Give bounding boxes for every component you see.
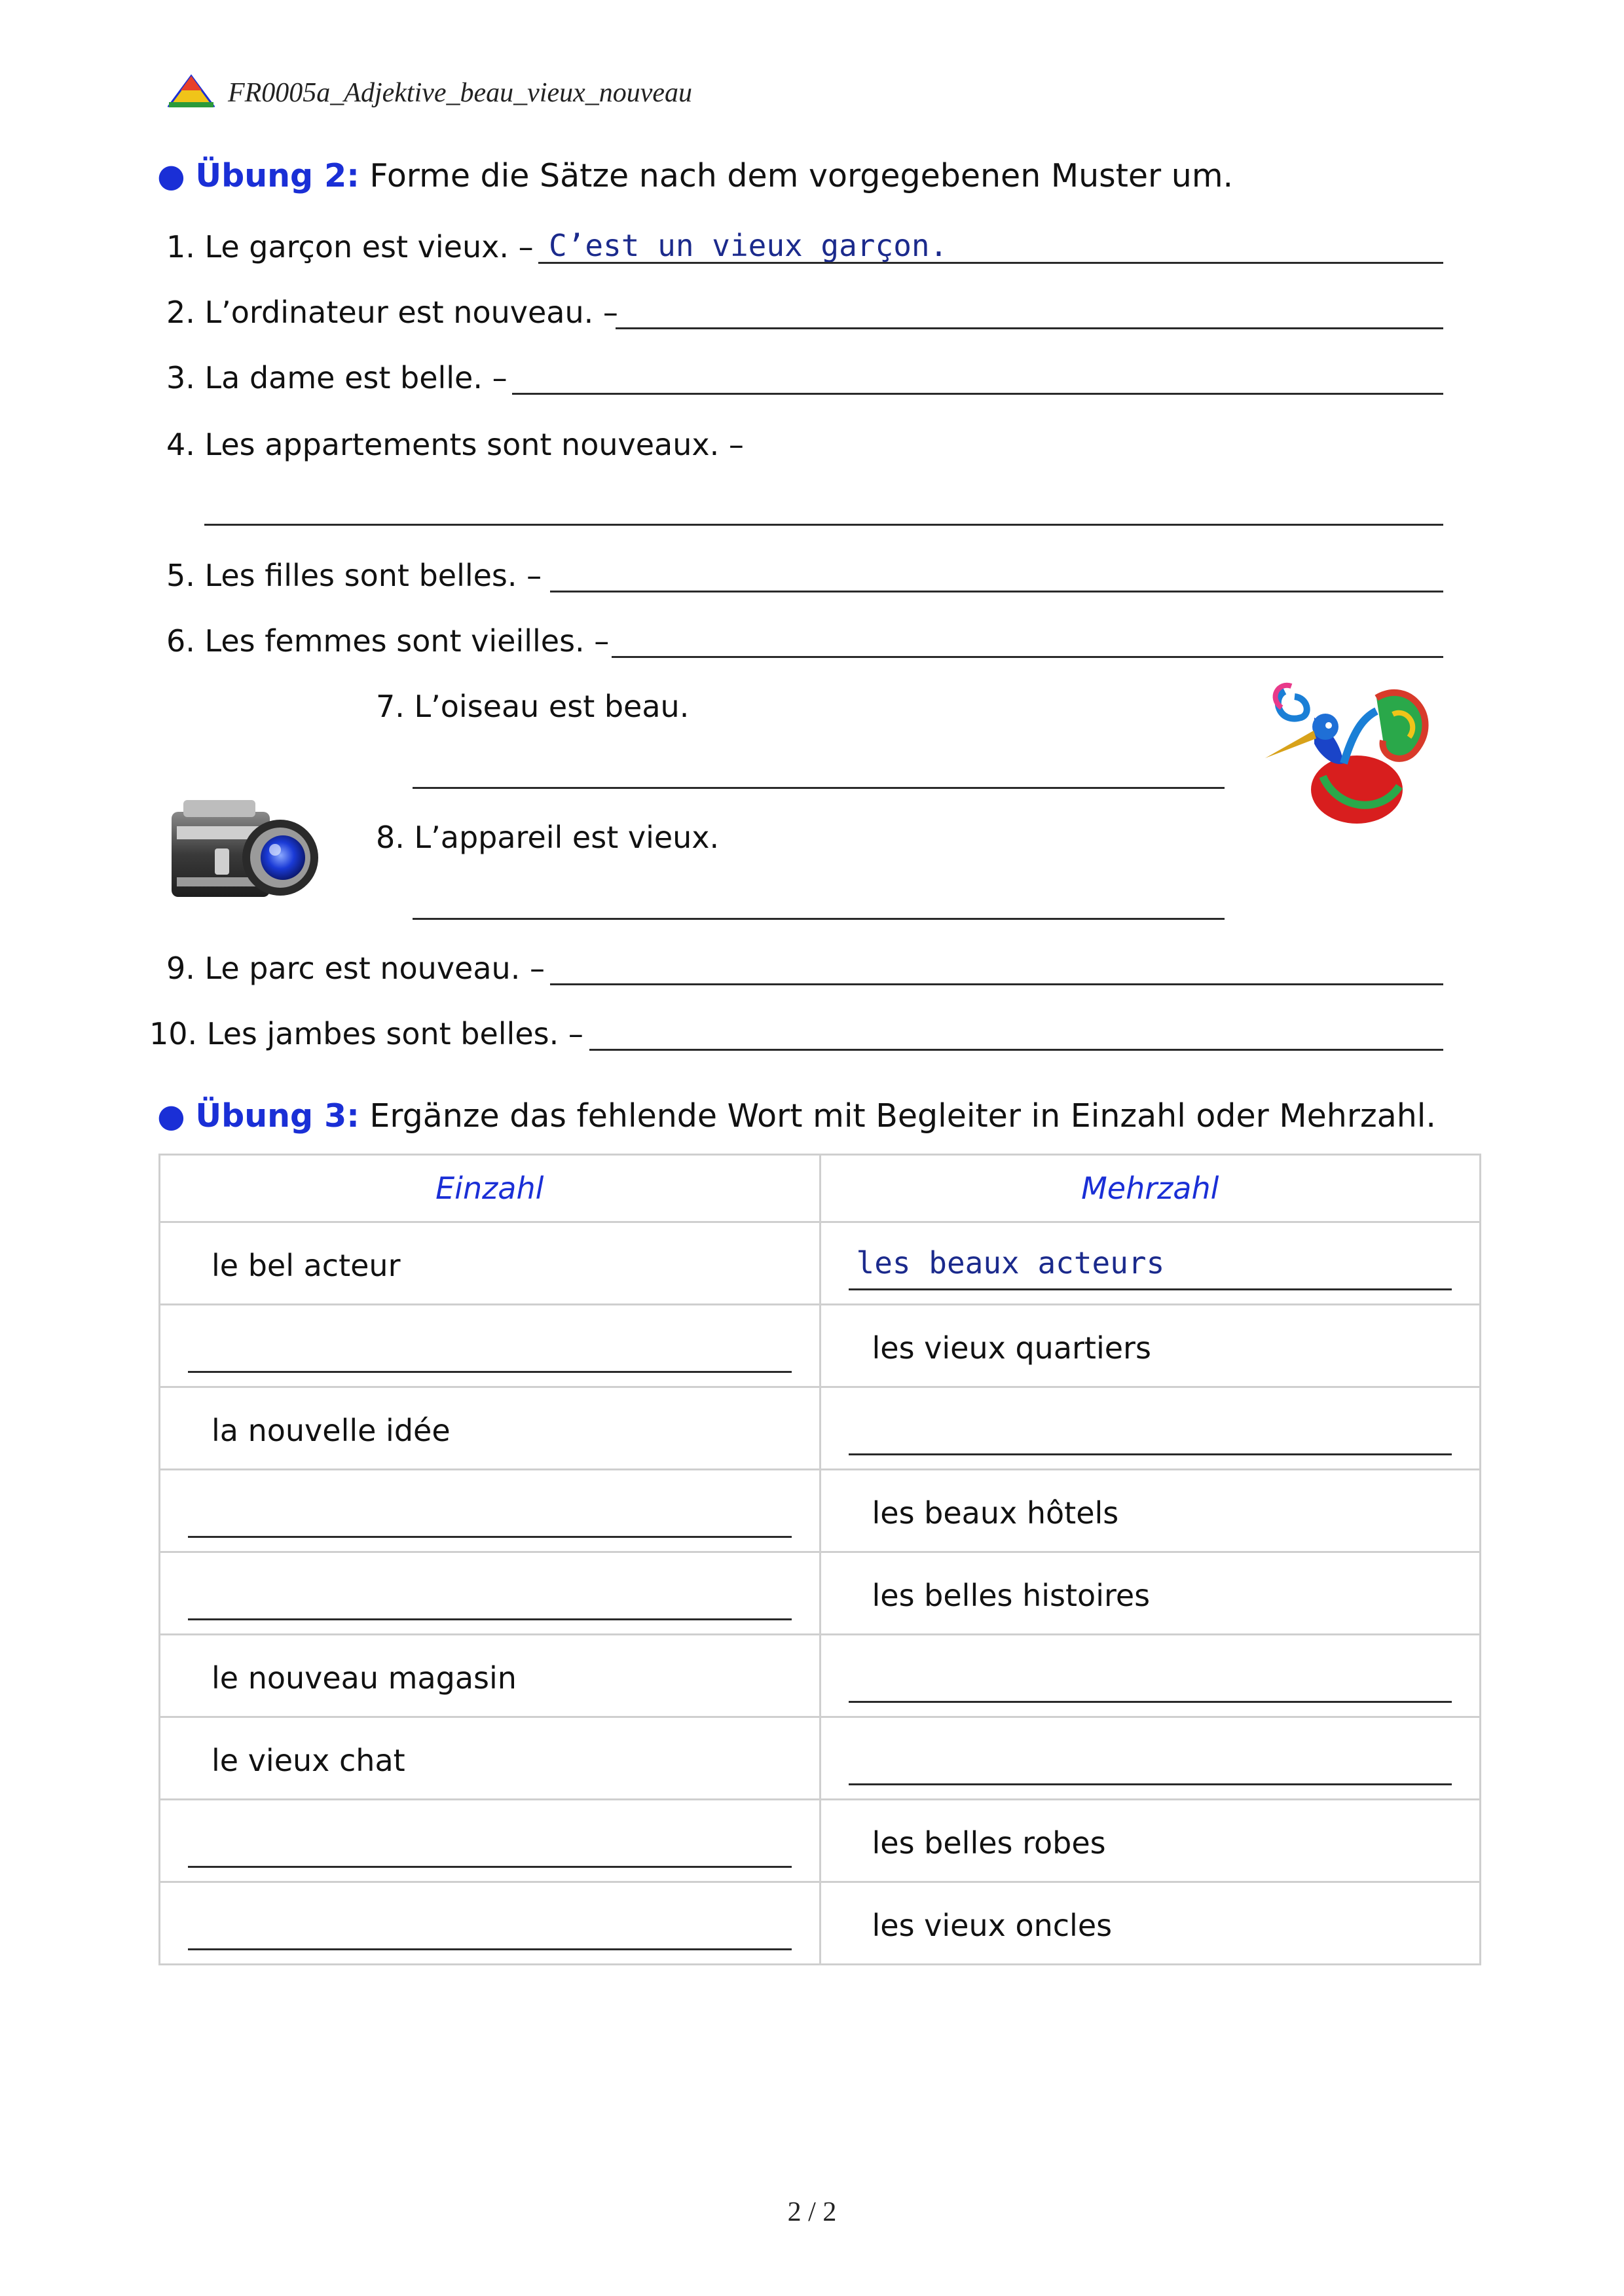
singular-cell [160, 1387, 821, 1470]
plural-cell [820, 1882, 1481, 1965]
item-text: L’ordinateur est nouveau. – [204, 295, 618, 330]
answer-line[interactable] [849, 1288, 1452, 1290]
answer-line-7[interactable] [413, 787, 1225, 789]
answer-line-9[interactable] [550, 983, 1443, 985]
exercise-2-instruction: Forme die Sätze nach dem vorgegebenen Muster um. [369, 157, 1234, 194]
plural-text: les beaux hôtels [872, 1495, 1119, 1531]
table-row [160, 1305, 1481, 1387]
plural-cell[interactable] [820, 1387, 1481, 1470]
exercise-2-item-9 [166, 951, 545, 986]
camera-illustration-icon [164, 786, 325, 910]
column-header-plural: Mehrzahl [820, 1155, 1481, 1222]
item-text: Les jambes sont belles. – [206, 1016, 583, 1051]
table-row [160, 1552, 1481, 1635]
singular-text: le nouveau magasin [212, 1660, 517, 1696]
bird-illustration-icon [1265, 678, 1433, 829]
singular-cell [160, 1635, 821, 1717]
item-number: 2. [166, 295, 195, 330]
exercise-2-item-1 [166, 229, 534, 264]
exercise-2-item-3 [166, 360, 507, 395]
page-number: 2 / 2 [787, 2197, 837, 2227]
item-number: 10. [149, 1016, 198, 1051]
item-number: 4. [166, 427, 195, 462]
answer-line-3[interactable] [512, 393, 1443, 395]
exercise-3-heading [157, 1097, 1436, 1135]
plural-cell [820, 1470, 1481, 1552]
answer-line-4[interactable] [204, 524, 1443, 526]
exercise-2-item-10 [149, 1016, 583, 1051]
plural-text: les vieux quartiers [872, 1330, 1151, 1366]
plural-text: les belles histoires [872, 1578, 1151, 1613]
exercise-2-label: Übung 2: [195, 157, 360, 194]
exercise-2-item-5 [166, 558, 542, 593]
singular-cell [160, 1717, 821, 1800]
exercise-2-item-8 [376, 820, 719, 855]
item-number: 9. [166, 951, 195, 986]
table-row [160, 1387, 1481, 1470]
item-number: 3. [166, 360, 195, 395]
plural-answer: les beaux acteurs [856, 1245, 1165, 1281]
answer-line-5[interactable] [550, 591, 1443, 592]
item-text: L’oiseau est beau. [414, 689, 690, 724]
item-text: Les filles sont belles. – [204, 558, 542, 593]
answer-line[interactable] [188, 1948, 792, 1950]
item-number: 5. [166, 558, 195, 593]
answer-line-6[interactable] [612, 656, 1443, 658]
singular-cell[interactable] [160, 1552, 821, 1635]
document-title: FR0005a_Adjektive_beau_vieux_nouveau [228, 78, 693, 108]
exercise-2-item-7 [376, 689, 689, 724]
plural-cell [820, 1305, 1481, 1387]
item-text: Le garçon est vieux. – [204, 229, 534, 264]
answer-line-2[interactable] [616, 327, 1443, 329]
table-row [160, 1717, 1481, 1800]
table-header-row [160, 1155, 1481, 1222]
exercise-2-item-2 [166, 295, 618, 330]
answer-line-10[interactable] [589, 1049, 1443, 1051]
singular-plural-table [158, 1154, 1481, 1965]
plural-cell[interactable] [820, 1222, 1481, 1305]
exercise-2-item-4 [166, 427, 744, 462]
singular-cell [160, 1222, 821, 1305]
plural-text: les belles robes [872, 1825, 1106, 1861]
singular-cell[interactable] [160, 1882, 821, 1965]
singular-text: le bel acteur [212, 1248, 401, 1283]
item-number: 8. [376, 820, 405, 855]
answer-line-8[interactable] [413, 918, 1225, 920]
column-header-singular: Einzahl [160, 1155, 821, 1222]
plural-cell [820, 1800, 1481, 1882]
answer-line[interactable] [188, 1371, 792, 1373]
table-row [160, 1882, 1481, 1965]
plural-text: les vieux oncles [872, 1908, 1113, 1943]
exercise-2-item-6 [166, 623, 609, 659]
table-row [160, 1222, 1481, 1305]
singular-cell[interactable] [160, 1470, 821, 1552]
plural-cell[interactable] [820, 1717, 1481, 1800]
answer-line[interactable] [188, 1618, 792, 1620]
exercise-2-heading [157, 157, 1233, 194]
answer-line[interactable] [849, 1783, 1452, 1785]
plural-cell [820, 1552, 1481, 1635]
answer-line-1[interactable] [538, 262, 1443, 264]
item-number: 7. [376, 689, 405, 724]
bullet-icon: ● [157, 1097, 185, 1135]
item-text: Les femmes sont vieilles. – [204, 623, 610, 659]
item-1-answer: C’est un vieux garçon. [549, 228, 948, 263]
item-text: La dame est belle. – [204, 360, 507, 395]
pyramid-logo-icon [168, 73, 215, 110]
exercise-3-label: Übung 3: [195, 1097, 360, 1135]
item-number: 1. [166, 229, 195, 264]
singular-cell[interactable] [160, 1800, 821, 1882]
table-row [160, 1800, 1481, 1882]
singular-cell[interactable] [160, 1305, 821, 1387]
answer-line[interactable] [188, 1866, 792, 1868]
exercise-3-instruction: Ergänze das fehlende Wort mit Begleiter in Einzahl oder Mehrzahl. [369, 1097, 1436, 1135]
item-number: 6. [166, 623, 195, 659]
item-text: Les appartements sont nouveaux. – [204, 427, 744, 462]
plural-cell[interactable] [820, 1635, 1481, 1717]
singular-text: le vieux chat [212, 1743, 405, 1778]
table-row [160, 1635, 1481, 1717]
singular-text: la nouvelle idée [212, 1413, 451, 1448]
answer-line[interactable] [188, 1536, 792, 1538]
table-row [160, 1470, 1481, 1552]
bullet-icon: ● [157, 157, 185, 194]
item-text: L’appareil est vieux. [414, 820, 720, 855]
answer-line[interactable] [849, 1453, 1452, 1455]
answer-line[interactable] [849, 1701, 1452, 1703]
item-text: Le parc est nouveau. – [204, 951, 545, 986]
